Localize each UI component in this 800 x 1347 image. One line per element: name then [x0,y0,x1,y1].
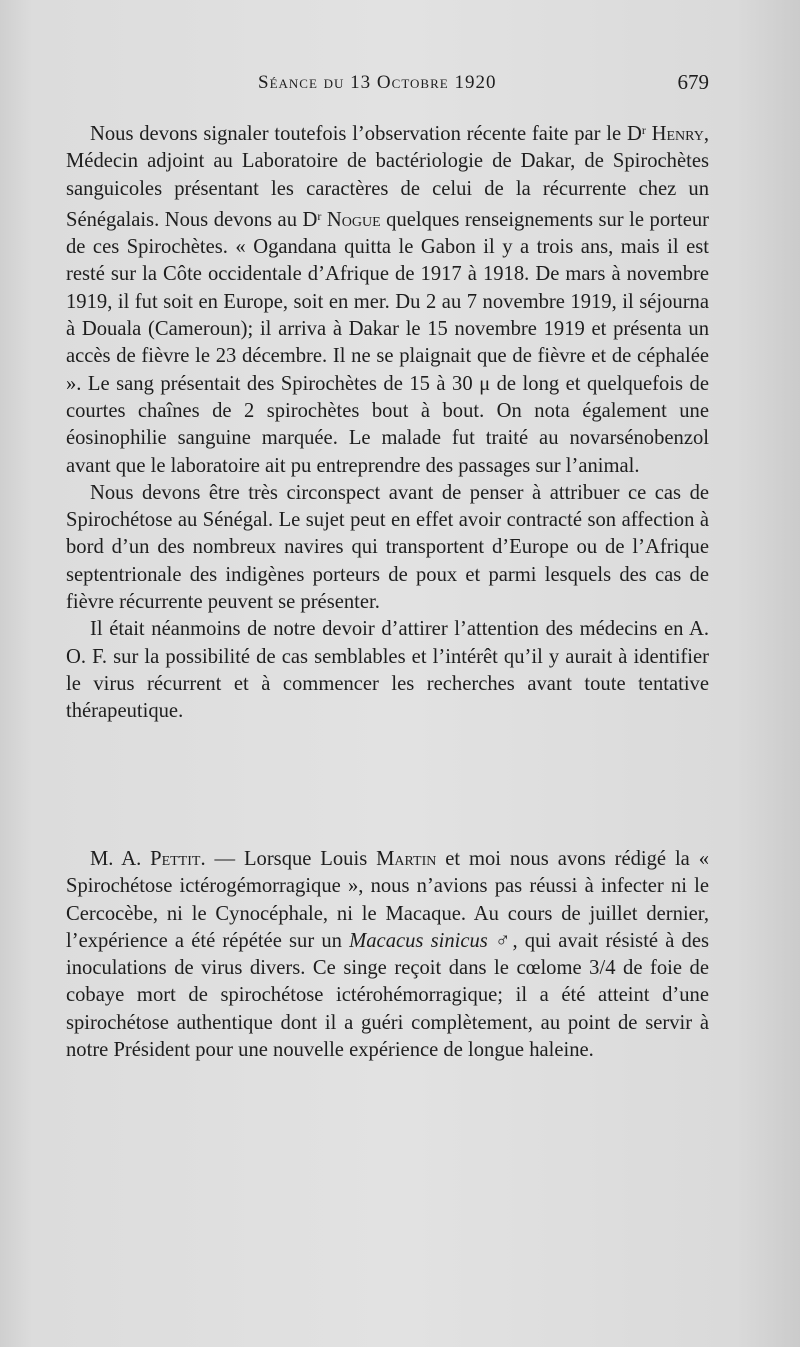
speaker-initial: M. A. [90,848,151,870]
person-name: Martin [376,848,437,870]
running-title: Séance du 13 Octobre 1920 [258,72,497,93]
body-text-section-1 [66,117,709,726]
text-run: . — Lorsque Louis [200,848,377,870]
person-name: Henry [651,123,704,145]
paragraph-2: Nous devons être très circonspect avant de penser à attribuer ce cas de Spirochétose au Sénégal. Le sujet peut en effet avoir contracté son affection à bord d’un des nombreux navires qui transportent d’Europe ou de l’Afrique septentrionale des indigènes porteurs de poux et parmi lesquels des cas de fièvre récurrente peuvent se présenter. [66,481,709,614]
running-header [66,70,709,102]
paragraph-4 [66,846,709,1064]
text-run: quelques renseignements sur le porteur de ces Spirochètes. « Ogandana quitta le Gabon il y a trois ans, mais il est resté sur la Côte occidentale d’Afrique de 1917 à 1918. De mars à novembre 1919, il fut soit en Europe, soit en mer. Du 2 au 7 novembre 1919, il séjourna à Douala (Cameroun); il arriva à Dakar le 15 novembre 1919 et présenta un accès de fièvre le 23 décembre. Il ne se plaignait que de fièvre et de céphalée ». Le sang présentait des Spirochètes de 15 à 30 μ de long et quelquefois de courtes chaînes de 2 spirochètes bout à bout. On nota également une éosinophilie sanguine marquée. Le malade fut traité au novarsénobenzol avant que le laboratoire ait pu entreprendre des passages sur l’animal. [66,208,709,477]
text-run: , Médecin adjoint au Laboratoire de bactériologie de Dakar, de Spirochètes sanguicoles présentant les caractères de celui de la récurrente chez un Sénégalais. Nous devons au D [66,123,709,231]
species-name: Macacus sinicus [349,929,488,952]
paragraph-3: Il était néanmoins de notre devoir d’attirer l’attention des médecins en A. O. F. sur la possibilité de cas semblables et l’intérêt qu’il y aurait à identifier le virus récurrent et à commencer les recherches avant toute tentative thérapeutique. [66,618,709,723]
speaker-name: Pettit [150,848,201,870]
superscript: r [317,208,322,223]
text-run: Nous devons signaler toutefois l’observation récente faite par le D [90,123,642,145]
body-text-section-2 [66,846,709,1064]
superscript: r [641,123,646,137]
text-run: et moi nous avons rédigé la « Spirochétose ictérogémorragique », nous n’avions pas réussi à infecter ni le Cercocèbe, ni le Cynocéphale, ni le Macaque. Au cours de juillet dernier, l’expérience a été répétée sur un [66,848,709,952]
paragraph-1 [66,117,709,480]
person-name: Nogue [326,208,381,231]
text-run: ♂, qui avait résisté à des inoculations de virus divers. Ce singe reçoit dans le cœlome 3/4 de foie de cobaye mort de spirochétose ictérohémorragique; il a été atteint d’une spirochétose authentique dont il a guéri complètement, au point de servir à notre Président pour une nouvelle expérience de longue haleine. [66,929,709,1062]
page-number: 679 [677,70,709,94]
